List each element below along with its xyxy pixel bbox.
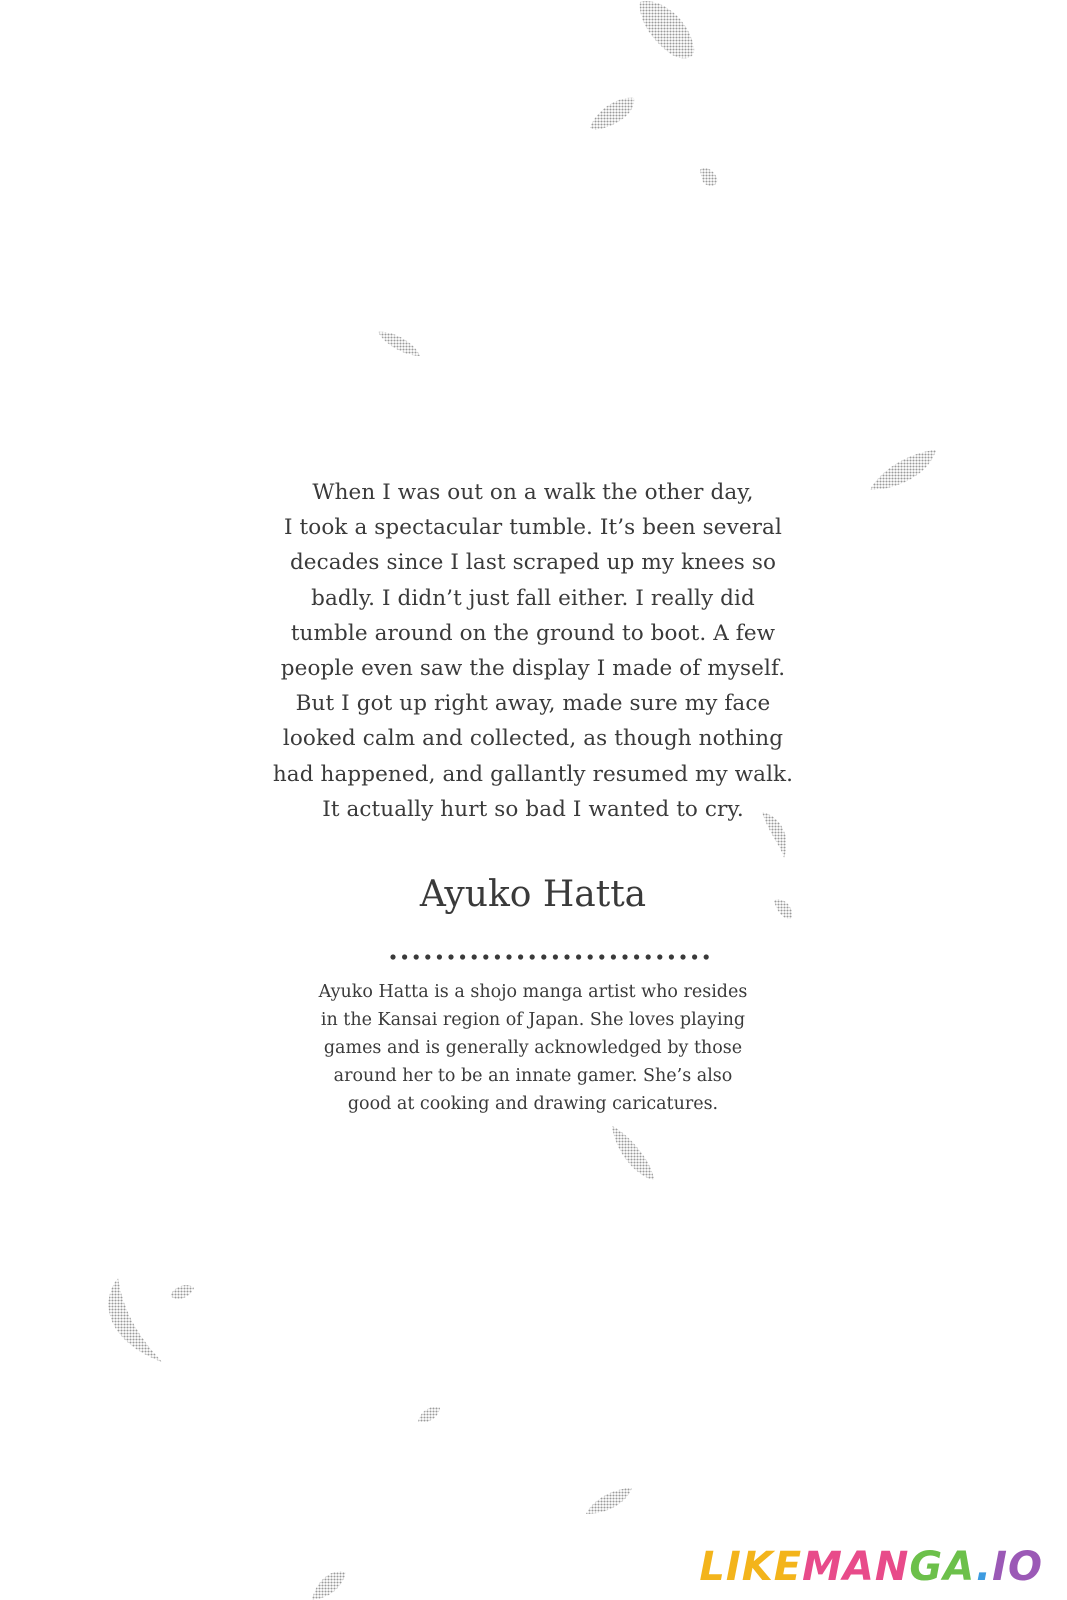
message-line: I took a spectacular tumble. It’s been several [284, 515, 782, 541]
message-line: But I got up right away, made sure my face [295, 691, 771, 717]
petal-icon [774, 899, 792, 919]
divider-dot [657, 954, 662, 959]
watermark-part: . [975, 1544, 993, 1590]
bio-line: good at cooking and drawing caricatures. [347, 1094, 719, 1114]
author-bio [283, 978, 783, 1118]
message-line: looked calm and collected, as though nothing [282, 726, 784, 752]
petal-icon [378, 332, 420, 356]
divider-dot [634, 954, 639, 959]
watermark-part: IO [992, 1544, 1043, 1590]
divider-dot [553, 954, 558, 959]
divider-dot [530, 954, 535, 959]
divider-dot [483, 954, 488, 959]
divider-dot [506, 954, 511, 959]
petal-icon [590, 98, 634, 130]
divider-dot [425, 954, 430, 959]
divider-dot [611, 954, 616, 959]
divider-dot [588, 954, 593, 959]
petal-icon [586, 1488, 632, 1514]
message-line: When I was out on a walk the other day, [312, 480, 754, 505]
petal-icon [612, 1126, 654, 1180]
divider-dot [646, 954, 651, 959]
divider-dot [669, 954, 674, 959]
petal-icon [312, 1571, 346, 1600]
divider-dot [448, 954, 453, 959]
message-line: tumble around on the ground to boot. A few [290, 620, 776, 646]
message-line: badly. I didn’t just fall either. I really did [311, 585, 755, 611]
bio-line: around her to be an innate gamer. She’s also [333, 1066, 733, 1086]
divider-dot [599, 954, 604, 959]
petal-icon [700, 168, 718, 186]
divider-dot [460, 954, 465, 959]
message-line: It actually hurt so bad I wanted to cry. [322, 796, 744, 822]
author-name: Ayuko Hatta [419, 874, 647, 915]
author-message [233, 475, 833, 827]
divider-dot [437, 954, 442, 959]
divider-dot [414, 954, 419, 959]
divider-dot [622, 954, 627, 959]
divider-dot [472, 954, 477, 959]
divider-dot [518, 954, 523, 959]
divider-dot [390, 954, 395, 959]
petal-icon [418, 1407, 440, 1423]
divider-dot [680, 954, 685, 959]
dotted-divider [390, 953, 720, 961]
bio-line: in the Kansai region of Japan. She loves playing [320, 1010, 746, 1030]
divider-dot [564, 954, 569, 959]
divider-dot [541, 954, 546, 959]
petal-icon [170, 1285, 194, 1299]
bio-line: games and is generally acknowledged by those [323, 1038, 743, 1058]
petal-icon [870, 450, 936, 490]
watermark-part: GA [909, 1544, 976, 1590]
watermark-part: MAN [802, 1544, 910, 1590]
bio-line: Ayuko Hatta is a shojo manga artist who resides [318, 982, 748, 1002]
divider-dot [576, 954, 581, 959]
message-line: people even saw the display I made of myself. [280, 656, 786, 682]
petal-icon [640, 1, 694, 58]
divider-dot [495, 954, 500, 959]
watermark-part: LIKE [699, 1544, 803, 1590]
message-line: had happened, and gallantly resumed my walk. [272, 761, 794, 787]
site-watermark [699, 1544, 1043, 1590]
petal-icon [109, 1278, 162, 1362]
divider-dot [692, 954, 697, 959]
message-line: decades since I last scraped up my knees so [289, 550, 777, 576]
divider-dot [704, 954, 709, 959]
divider-dot [402, 954, 407, 959]
